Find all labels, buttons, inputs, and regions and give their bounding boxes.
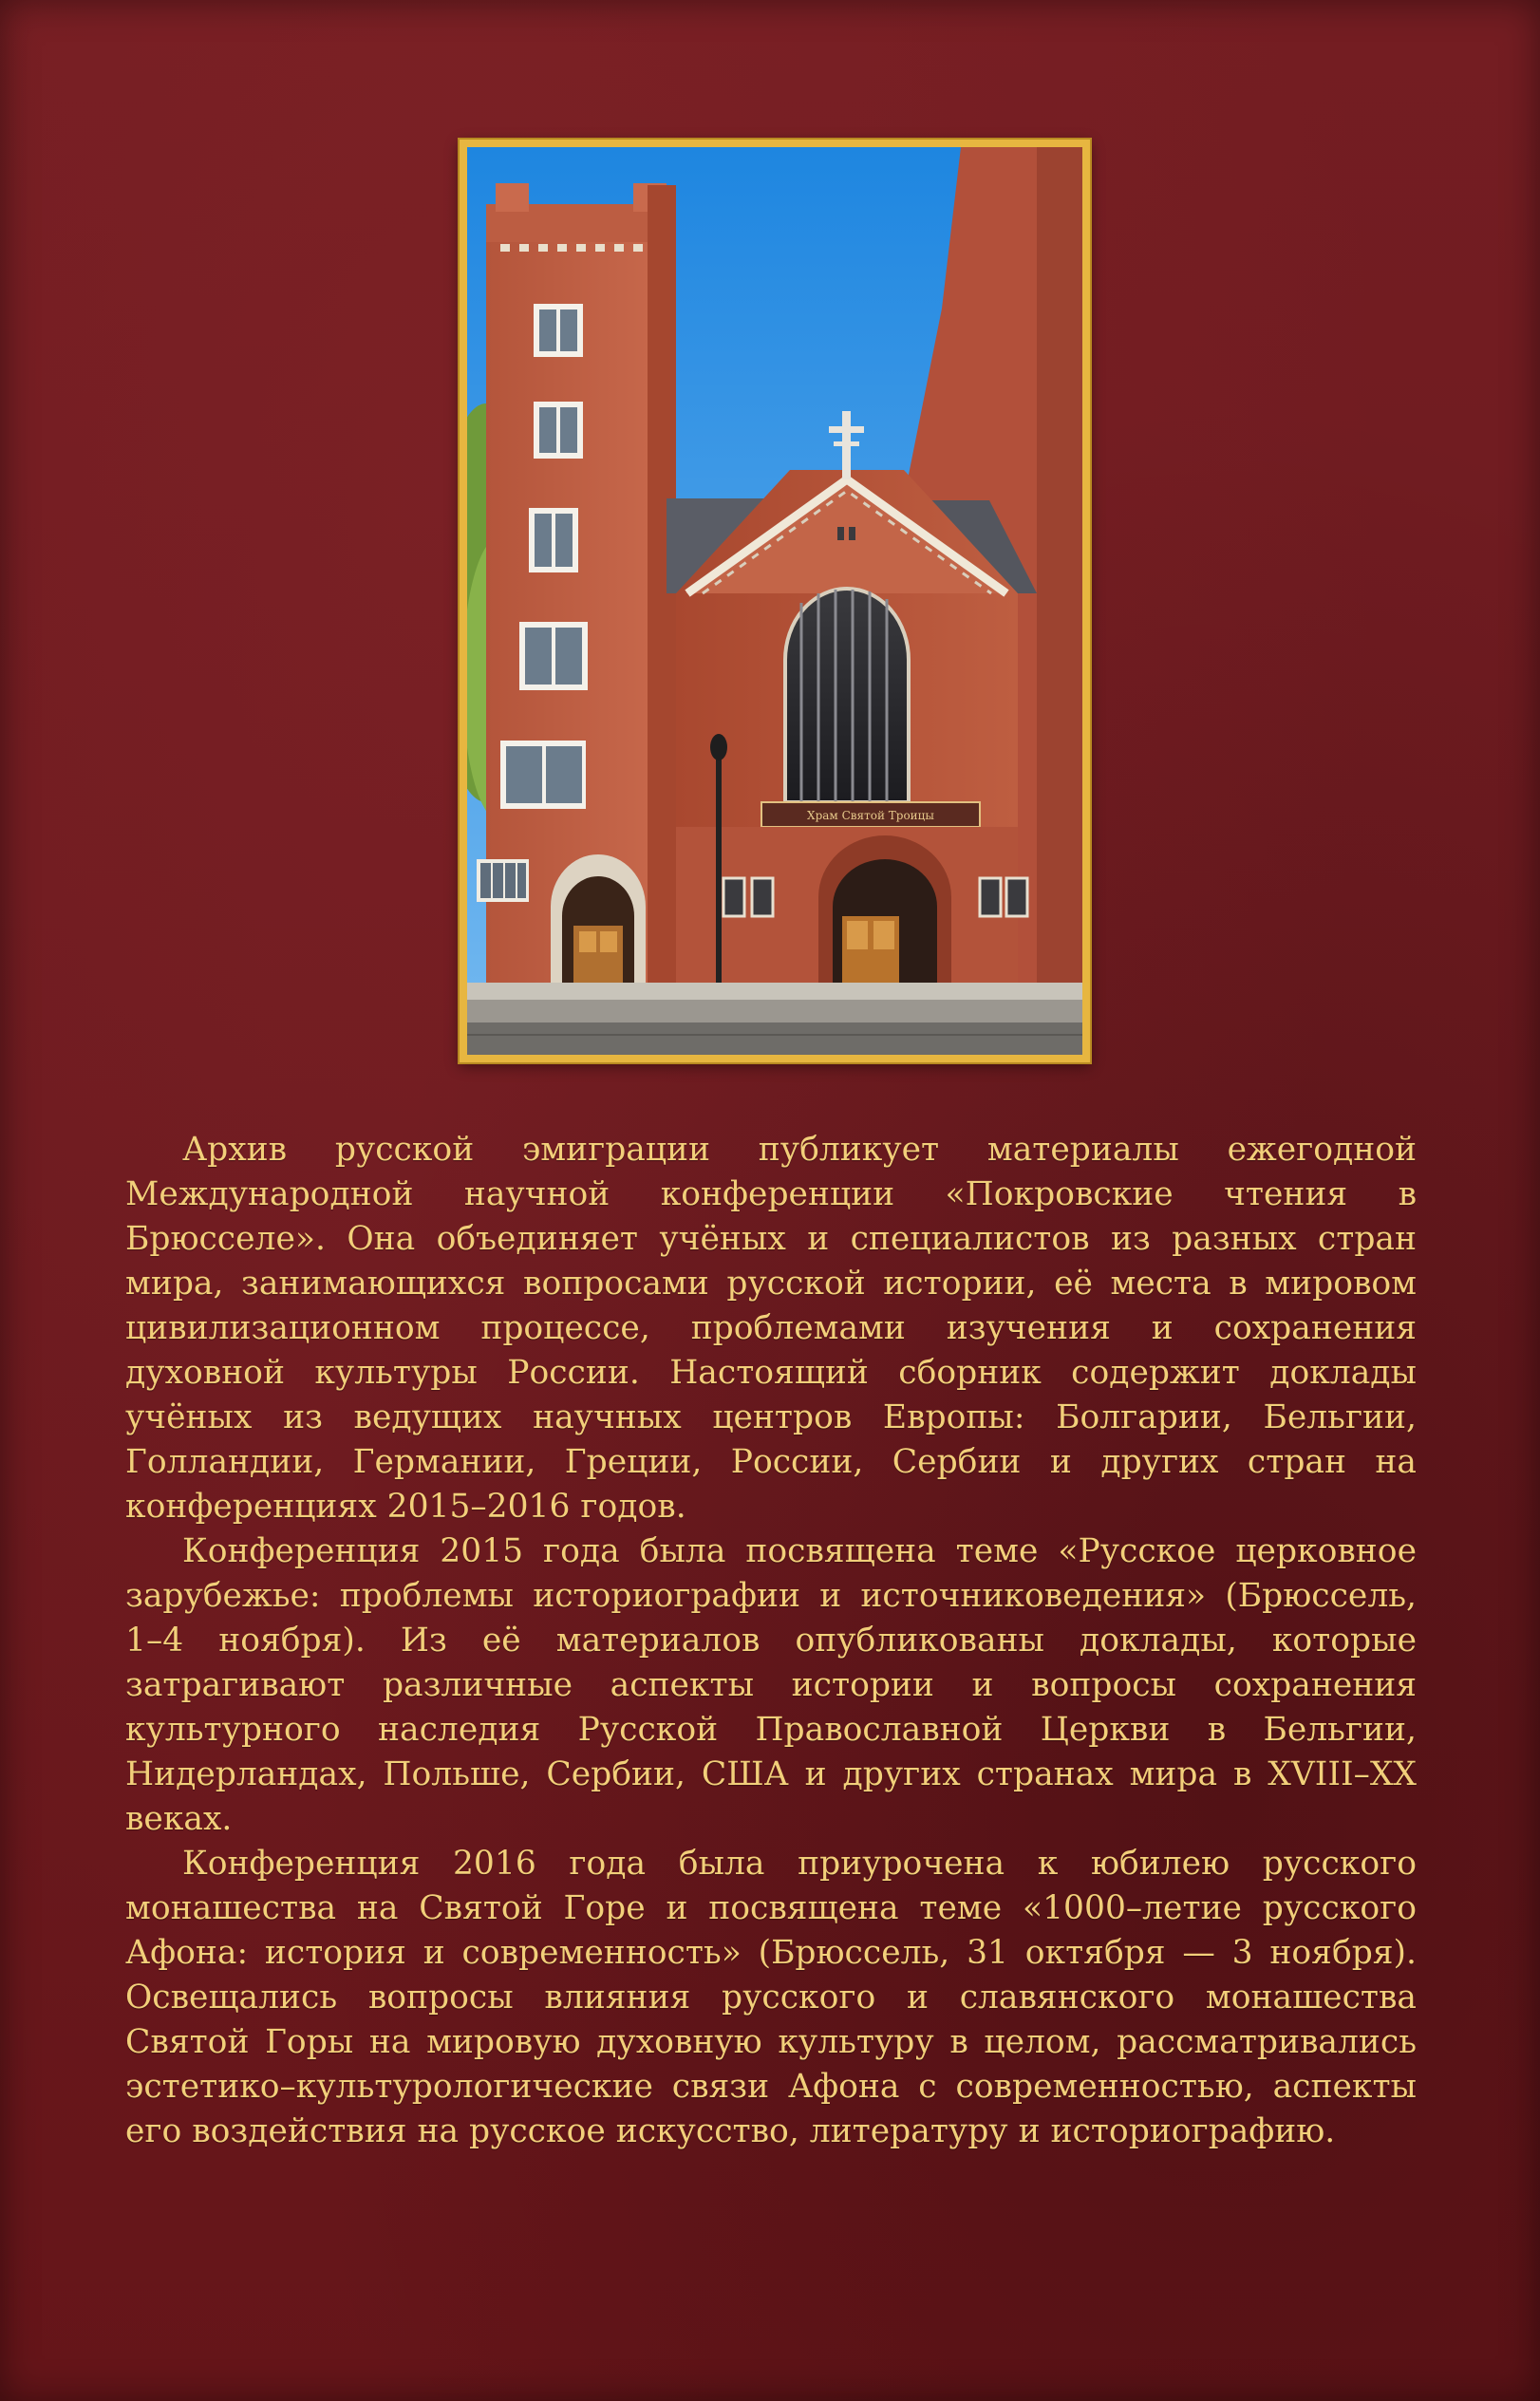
annotation-paragraph-1: Архив русской эмиграции публикует материалы ежегодной Международной научной конференции «Покровские чтения в Брюсселе». Она объединяет учёных и специалистов из разных стран мира, занимающихся вопросами русской истории, её места в мировом цивилизационном процессе, проблемами изучения и сохранения духовной культуры России. Настоящий сборник содержит доклады учёных из ведущих научных центров Европы: Болгарии, Бельгии, Голландии, Германии, Греции, России, Сербии и других стран на конференциях 2015–2016 годов.: [125, 1131, 1417, 1526]
annotation-paragraph-3: Конференция 2016 года была приурочена к юбилею русского монашества на Святой Горе и посвящена теме «1000–летие русского Афона: история и современность» (Брюссель, 31 октября — 3 ноября). Освещались вопросы влияния русского и славянского монашества Святой Горы на мировую духовную культуру в целом, рассматривались эстетико–культурологические связи Афона с современностью, аспекты его воздействия на русское искусство, литературу и историографию.: [125, 1845, 1417, 2150]
church-photo: [467, 147, 1082, 1055]
annotation-text: [125, 1128, 1417, 2154]
church-photo-frame: [460, 140, 1090, 1062]
annotation-paragraph-2: Конференция 2015 года была посвящена теме «Русское церковное зарубежье: проблемы историографии и источниковедения» (Брюссель, 1–4 ноября). Из её материалов опубликованы доклады, которые затрагивают различные аспекты истории и вопросы сохранения культурного наследия Русской Православной Церкви в Бельгии, Нидерландах, Польше, Сербии, США и других странах мира в XVIII–XX веках.: [125, 1532, 1417, 1838]
church-sign-text: Храм Святой Троицы: [807, 809, 934, 822]
